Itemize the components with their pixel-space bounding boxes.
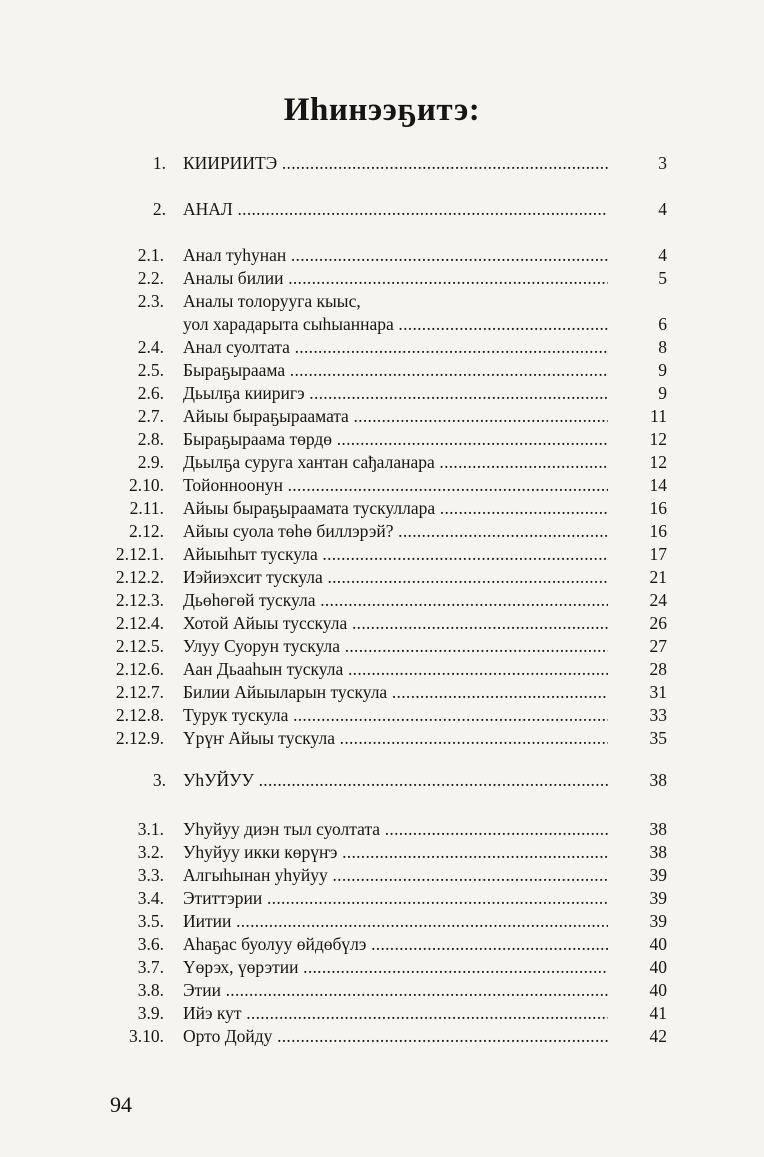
- toc-entry-label: Анал туhунан .....: [183, 243, 608, 267]
- toc-entry-page: 40: [649, 980, 667, 1000]
- toc-entry: [0, 289, 764, 313]
- toc-entry: [0, 358, 764, 382]
- toc-entry: [0, 657, 764, 681]
- toc-entry-page: 9: [658, 360, 667, 380]
- toc-entry: [0, 768, 764, 792]
- toc-entry-label: Этиттэрии .....: [183, 886, 608, 910]
- toc-entry: [0, 243, 764, 267]
- toc-entry-page: 38: [649, 770, 667, 790]
- toc-entry-page: 40: [649, 957, 667, 977]
- toc-entry-number: 3.10.: [129, 1026, 164, 1046]
- page-number: 94: [110, 1092, 132, 1117]
- toc-entry-label: УhУЙУУ .....: [183, 768, 608, 792]
- toc-entry-label: Быраҕыраама төрдө .....: [183, 427, 608, 451]
- toc-entry-number: 2.8.: [137, 429, 164, 449]
- toc-entry-page: 31: [649, 682, 667, 702]
- toc-entry-number: 2.6.: [137, 383, 164, 403]
- toc-entry-label: Айыыhыт тускула .....: [183, 542, 608, 566]
- toc-entry-label: Уhуйуу икки көрүҥэ .....: [183, 840, 608, 864]
- toc-entry: [0, 496, 764, 520]
- toc-entry: [0, 1001, 764, 1025]
- toc-entry: [0, 840, 764, 864]
- toc-entry-number: 2.12.3.: [115, 590, 164, 610]
- toc-entry-label: Аналы толоруугa кыыс,: [183, 291, 361, 311]
- toc-entry-number: 3.2.: [137, 842, 164, 862]
- toc-entry-number: 3.8.: [137, 980, 164, 1000]
- toc-entry-label: Хотой Айыы тусскула .....: [183, 611, 608, 635]
- toc-entry: [0, 978, 764, 1002]
- toc-entry-label: Тойонноонун .....: [183, 473, 608, 497]
- toc-entry: [0, 312, 764, 336]
- toc-entry: [0, 197, 764, 221]
- toc-entry-number: 2.7.: [137, 406, 164, 426]
- toc-entry-number: 2.12.7.: [115, 682, 164, 702]
- toc-entry-page: 16: [649, 498, 667, 518]
- toc-entry-page: 16: [649, 521, 667, 541]
- toc-entry: [0, 909, 764, 933]
- toc-entry-label: Үрүҥ Айыы тускула .....: [183, 726, 608, 750]
- toc-entry-label: Алгыhынан уhуйуу .....: [183, 863, 608, 887]
- toc-entry: [0, 634, 764, 658]
- toc-entry-label: Дьылҕа суруга хантан сађаланара .....: [183, 450, 608, 474]
- toc-entry: [0, 473, 764, 497]
- toc-entry: [0, 266, 764, 290]
- toc-entry-page: 21: [649, 567, 667, 587]
- toc-entry-number: 3.9.: [137, 1003, 164, 1023]
- toc-entry-label: Дьөhөгөй тускула .....: [183, 588, 608, 612]
- toc-entry-page: 26: [649, 613, 667, 633]
- toc-entry-page: 11: [650, 406, 667, 426]
- toc-entry: [0, 611, 764, 635]
- toc-entry-page: 27: [649, 636, 667, 656]
- toc-entry-label: Билии Айыыларын тускула .....: [183, 680, 608, 704]
- toc-entry: [0, 863, 764, 887]
- toc-entry-number: 2.5.: [137, 360, 164, 380]
- toc-entry-label: Иэйиэхсит тускула .....: [183, 565, 608, 589]
- toc-entry: [0, 886, 764, 910]
- toc-entry-number: 2.2.: [137, 268, 164, 288]
- toc-entry-label: Орто Дойду .....: [183, 1024, 608, 1048]
- toc-entry-page: 24: [649, 590, 667, 610]
- toc-entry: [0, 381, 764, 405]
- toc-entry-label: уол харадарыта сыhыаннара .....: [183, 312, 608, 336]
- toc-entry-label: Иитии .....: [183, 909, 608, 933]
- toc-entry: [0, 955, 764, 979]
- toc-entry-label: Аан Дьааhын тускула .....: [183, 657, 608, 681]
- toc-entry-page: 42: [649, 1026, 667, 1046]
- toc-entry-page: 14: [649, 475, 667, 495]
- toc-entry-page: 5: [658, 268, 667, 288]
- toc-entry-label: Анал суолтата .....: [183, 335, 608, 359]
- toc-entry-number: 3.3.: [137, 865, 164, 885]
- toc-entry: [0, 450, 764, 474]
- toc-entry: [0, 151, 764, 175]
- toc-entry-label: АНАЛ .....: [183, 197, 608, 221]
- toc-entry-number: 2.10.: [129, 475, 164, 495]
- toc-entry: [0, 519, 764, 543]
- toc-entry: [0, 726, 764, 750]
- toc-entry-page: 39: [649, 865, 667, 885]
- toc-entry-page: 17: [649, 544, 667, 564]
- toc-entry-label: КИИРИИТЭ .....: [183, 151, 608, 175]
- toc-entry-number: 2.12.5.: [115, 636, 164, 656]
- toc-entry-number: 2.9.: [137, 452, 164, 472]
- toc-entry-page: 41: [649, 1003, 667, 1023]
- toc-entry-label: Турук тускула .....: [183, 703, 608, 727]
- toc-entry-label: Айыы быраҕырааматa тускуллара .....: [183, 496, 608, 520]
- toc-entry-number: 2.12.9.: [115, 728, 164, 748]
- toc-entry-page: 28: [649, 659, 667, 679]
- toc-entry-number: 3.: [152, 770, 166, 790]
- toc-entry-page: 3: [658, 153, 667, 173]
- toc-entry-number: 2.12.1.: [115, 544, 164, 564]
- toc-entry-page: 9: [658, 383, 667, 403]
- toc-entry-page: 40: [649, 934, 667, 954]
- toc-entry-page: 8: [658, 337, 667, 357]
- toc-entry-number: 2.11.: [129, 498, 164, 518]
- toc-entry: [0, 817, 764, 841]
- toc-entry-number: 3.7.: [137, 957, 164, 977]
- toc-entry: [0, 335, 764, 359]
- toc-entry-label: Аhаҕас буолуу өйдөбүлэ .....: [183, 932, 608, 956]
- toc-entry-page: 38: [649, 819, 667, 839]
- toc-entry-page: 4: [658, 199, 667, 219]
- toc-entry-page: 4: [658, 245, 667, 265]
- toc-entry-number: 2.12.: [129, 521, 164, 541]
- toc-entry: [0, 680, 764, 704]
- toc-entry-label: Улуу Суорун тускула .....: [183, 634, 608, 658]
- toc-entry-page: 12: [649, 429, 667, 449]
- toc-entry-label: Дьылҕа кииригэ .....: [183, 381, 608, 405]
- toc-entry-number: 2.4.: [137, 337, 164, 357]
- toc-entry-page: 33: [649, 705, 667, 725]
- toc-entry-label: Айыы быраҕырааматa .....: [183, 404, 608, 428]
- toc-entry-label: Ийэ кут .....: [183, 1001, 608, 1025]
- toc-entry-number: 2.3.: [137, 291, 164, 311]
- toc-entry-label: Айыы суола төhө биллэрэй? .....: [183, 519, 608, 543]
- toc-entry-number: 3.6.: [137, 934, 164, 954]
- toc-entry: [0, 542, 764, 566]
- toc-entry: [0, 703, 764, 727]
- toc-entry-number: 2.12.6.: [115, 659, 164, 679]
- toc-entry-number: 3.4.: [137, 888, 164, 908]
- toc-entry-label: Быраҕыраама .....: [183, 358, 608, 382]
- page-title: Иhинээҕитэ:: [283, 92, 481, 128]
- toc-entry: [0, 932, 764, 956]
- toc-entry-number: 2.12.4.: [115, 613, 164, 633]
- toc-entry-page: 39: [649, 911, 667, 931]
- toc-entry-label: Этии .....: [183, 978, 608, 1002]
- toc-entry: [0, 565, 764, 589]
- toc-entry: [0, 1024, 764, 1048]
- toc-entry-number: 3.5.: [137, 911, 164, 931]
- toc-entry-page: 6: [658, 314, 667, 334]
- toc-entry-label: Үөрэх, үөрэтии .....: [183, 955, 608, 979]
- toc-entry-number: 2.12.8.: [115, 705, 164, 725]
- toc-entry-page: 12: [649, 452, 667, 472]
- toc-entry-page: 39: [649, 888, 667, 908]
- toc-entry-number: 2.1.: [137, 245, 164, 265]
- toc-entry-page: 38: [649, 842, 667, 862]
- toc-entry-label: Уhуйуу диэн тыл суолтата .....: [183, 817, 608, 841]
- toc-entry-number: 2.12.2.: [115, 567, 164, 587]
- toc-entry: [0, 427, 764, 451]
- toc-entry-number: 3.1.: [137, 819, 164, 839]
- toc-entry: [0, 588, 764, 612]
- toc-entry-number: 1.: [152, 153, 166, 173]
- toc-entry: [0, 404, 764, 428]
- toc-entry-page: 35: [649, 728, 667, 748]
- toc-entry-number: 2.: [152, 199, 166, 219]
- toc-entry-label: Аналы билии .....: [183, 266, 608, 290]
